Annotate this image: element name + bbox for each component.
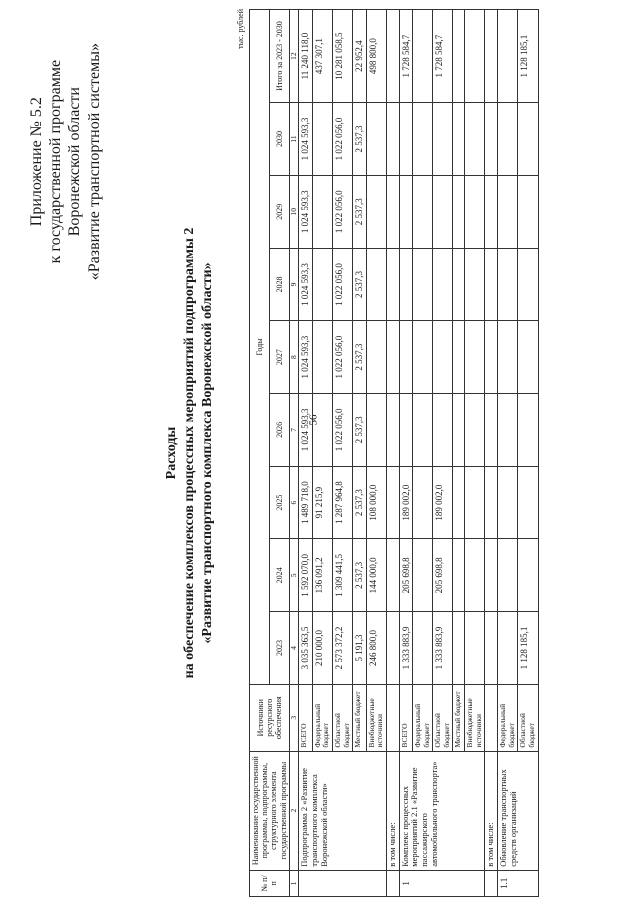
amount-cell: [498, 321, 518, 394]
amount-cell: 1 592 070,0: [299, 539, 312, 612]
column-index: 1: [289, 870, 299, 896]
amount-cell: 2 537,3: [353, 394, 366, 467]
table-row: [485, 10, 498, 897]
amount-cell: [312, 103, 332, 176]
amount-cell: 1 333 883,9: [399, 612, 412, 685]
amount-cell: [366, 103, 386, 176]
amount-cell: 5 191,3: [353, 612, 366, 685]
funding-source: Областной бюджет: [433, 684, 453, 751]
amount-cell: 1 024 593,3: [299, 248, 312, 321]
amount-cell: [453, 394, 465, 467]
amount-cell: [485, 103, 498, 176]
amount-cell: 108 000,0: [366, 466, 386, 539]
amount-cell: [498, 103, 518, 176]
amount-cell: 189 002,0: [399, 466, 412, 539]
amount-cell: 1 128 185,1: [518, 612, 538, 685]
amount-cell: 246 800,0: [366, 612, 386, 685]
amount-cell: [312, 394, 332, 467]
row-name: Обновление транспортных средств организаций: [498, 751, 539, 870]
appendix-line-2: к государственной программе: [47, 59, 65, 264]
amount-cell: [366, 394, 386, 467]
amount-cell: [465, 175, 485, 248]
amount-cell: 1 024 593,3: [299, 175, 312, 248]
amount-cell: 136 091,2: [312, 539, 332, 612]
amount-cell: 10 281 058,5: [332, 10, 352, 103]
amount-cell: [312, 248, 332, 321]
funding-source: Федеральный бюджет: [412, 684, 432, 751]
amount-cell: [518, 175, 538, 248]
amount-cell: 2 537,3: [353, 539, 366, 612]
amount-cell: 437 307,1: [312, 10, 332, 103]
amount-cell: 498 800,0: [366, 10, 386, 103]
appendix-line-3: Воронежской области: [66, 87, 84, 237]
header-year: 2027: [269, 321, 289, 394]
amount-cell: [412, 248, 432, 321]
amount-cell: [453, 248, 465, 321]
row-number: [299, 870, 386, 896]
landscape-page: [15, 3, 625, 903]
amount-cell: 1 728 584,7: [433, 10, 453, 103]
column-index: 5: [289, 539, 299, 612]
amount-cell: 1 024 593,3: [299, 321, 312, 394]
amount-cell: 1 022 056,0: [332, 321, 352, 394]
amount-cell: [386, 103, 399, 176]
amount-cell: [453, 321, 465, 394]
table-row: [399, 10, 412, 897]
table-row: [386, 10, 399, 897]
amount-cell: [518, 248, 538, 321]
table-row: [498, 10, 518, 897]
amount-cell: [433, 103, 453, 176]
amount-cell: [386, 10, 399, 103]
column-index: 12: [289, 10, 299, 103]
funding-source: Областной бюджет: [332, 684, 352, 751]
amount-cell: [465, 248, 485, 321]
header-year: 2028: [269, 248, 289, 321]
funding-source: [485, 684, 498, 751]
amount-cell: 1 022 056,0: [332, 248, 352, 321]
amount-cell: [485, 466, 498, 539]
appendix-line-4: «Развитие транспортной системы»: [85, 43, 103, 281]
amount-cell: 1 024 593,3: [299, 103, 312, 176]
amount-cell: 189 002,0: [433, 466, 453, 539]
amount-cell: [518, 466, 538, 539]
funding-source: Федеральный бюджет: [312, 684, 332, 751]
amount-cell: 11 240 118,0: [299, 10, 312, 103]
amount-cell: 1 022 056,0: [332, 103, 352, 176]
funding-source: Внебюджетные источники: [366, 684, 386, 751]
column-index: 11: [289, 103, 299, 176]
funding-source: Местный бюджет: [353, 684, 366, 751]
amount-cell: 1 022 056,0: [332, 394, 352, 467]
header-year: 2025: [269, 466, 289, 539]
amount-cell: 1 728 584,7: [399, 10, 412, 103]
amount-cell: 2 537,3: [353, 466, 366, 539]
amount-cell: 1 489 718,0: [299, 466, 312, 539]
column-index: 3: [289, 684, 299, 751]
header-year: 2023: [269, 612, 289, 685]
table-body: [299, 10, 538, 897]
amount-cell: [312, 175, 332, 248]
row-name: в том числе:: [485, 751, 498, 870]
amount-cell: [386, 394, 399, 467]
funding-source: Внебюджетные источники: [465, 684, 485, 751]
column-index: 7: [289, 394, 299, 467]
funding-source: Местный бюджет: [453, 684, 465, 751]
amount-cell: [465, 103, 485, 176]
amount-cell: [498, 394, 518, 467]
amount-cell: 1 287 964,8: [332, 466, 352, 539]
funding-source: ВСЕГО: [299, 684, 312, 751]
amount-cell: [485, 321, 498, 394]
amount-cell: [453, 175, 465, 248]
amount-cell: 2 537,3: [353, 248, 366, 321]
amount-cell: [399, 321, 412, 394]
amount-cell: 3 035 363,5: [299, 612, 312, 685]
amount-cell: [433, 394, 453, 467]
column-index: 9: [289, 248, 299, 321]
amount-cell: [453, 466, 465, 539]
amount-cell: [498, 175, 518, 248]
row-number: 1.1: [498, 870, 539, 896]
column-index: 8: [289, 321, 299, 394]
title-line-1: Расходы: [164, 426, 179, 480]
funding-source: ВСЕГО: [399, 684, 412, 751]
amount-cell: [399, 248, 412, 321]
title-line-3: «Развитие транспортного комплекса Воронежской области»: [200, 262, 216, 644]
amount-cell: [366, 321, 386, 394]
amount-cell: [399, 394, 412, 467]
header-year: 2029: [269, 175, 289, 248]
amount-cell: [498, 10, 518, 103]
amount-cell: [399, 175, 412, 248]
amount-cell: [386, 321, 399, 394]
header-name: Наименование государственной программы, подпрограммы, структурного элемента государственной программы: [250, 751, 290, 870]
amount-cell: [386, 539, 399, 612]
table-row: [299, 10, 312, 897]
unit-label: тыс. рублей: [236, 9, 245, 49]
amount-cell: 1 022 056,0: [332, 175, 352, 248]
header-year: 2026: [269, 394, 289, 467]
amount-cell: [412, 10, 432, 103]
document-title: [163, 3, 218, 903]
header-years-group: Годы: [250, 10, 270, 685]
amount-cell: [312, 321, 332, 394]
amount-cell: [485, 539, 498, 612]
amount-cell: [498, 466, 518, 539]
amount-cell: [386, 248, 399, 321]
header-year: 2024: [269, 539, 289, 612]
header-year: 2030: [269, 103, 289, 176]
amount-cell: [465, 466, 485, 539]
amount-cell: [386, 466, 399, 539]
amount-cell: [412, 175, 432, 248]
amount-cell: [412, 539, 432, 612]
amount-cell: [433, 248, 453, 321]
amount-cell: 205 698,8: [399, 539, 412, 612]
amount-cell: 144 000,0: [366, 539, 386, 612]
header-source: Источники ресурсного обеспечения: [250, 684, 290, 751]
amount-cell: 1 333 883,9: [433, 612, 453, 685]
header-num: № п/п: [250, 870, 290, 896]
amount-cell: 1 309 441,5: [332, 539, 352, 612]
amount-cell: [366, 175, 386, 248]
funding-source: Областной бюджет: [518, 684, 538, 751]
row-number: [485, 870, 498, 896]
page-number: 56: [307, 414, 320, 426]
header-total: Итого за 2023 - 2030: [269, 10, 289, 103]
amount-cell: [465, 612, 485, 685]
amount-cell: [433, 175, 453, 248]
row-name: Подпрограмма 2 «Развитие транспортного комплекса Воронежской области»: [299, 751, 386, 870]
amount-cell: [412, 466, 432, 539]
amount-cell: 2 537,3: [353, 103, 366, 176]
amount-cell: [518, 103, 538, 176]
amount-cell: [412, 612, 432, 685]
amount-cell: [453, 10, 465, 103]
row-name: в том числе:: [386, 751, 399, 870]
amount-cell: [412, 103, 432, 176]
amount-cell: [518, 539, 538, 612]
amount-cell: [465, 10, 485, 103]
appendix-line-1: Приложение № 5.2: [28, 97, 45, 227]
amount-cell: 2 537,3: [353, 175, 366, 248]
amount-cell: [386, 175, 399, 248]
column-index-row: [289, 10, 299, 897]
amount-cell: 1 128 185,1: [518, 10, 538, 103]
amount-cell: [412, 394, 432, 467]
amount-cell: 2 573 372,2: [332, 612, 352, 685]
appendix-note: [27, 43, 104, 280]
amount-cell: [465, 394, 485, 467]
amount-cell: [366, 248, 386, 321]
amount-cell: 22 952,4: [353, 10, 366, 103]
row-name: Комплекс процессных мероприятий 2.1 «Развитие пассажирского автомобильного транспорта»: [399, 751, 485, 870]
funding-source: [386, 684, 399, 751]
column-index: 4: [289, 612, 299, 685]
amount-cell: 1 024 593,3: [299, 394, 312, 467]
amount-cell: [412, 321, 432, 394]
title-line-2: на обеспечение комплексов процессных мероприятий подпрограммы 2: [182, 227, 198, 679]
amount-cell: 2 537,3: [353, 321, 366, 394]
amount-cell: 210 000,0: [312, 612, 332, 685]
amount-cell: [453, 539, 465, 612]
funding-source: Федеральный бюджет: [498, 684, 518, 751]
column-index: 2: [289, 751, 299, 870]
row-number: [386, 870, 399, 896]
amount-cell: [465, 321, 485, 394]
table-header: [250, 10, 299, 897]
amount-cell: [465, 539, 485, 612]
amount-cell: [399, 103, 412, 176]
amount-cell: [433, 321, 453, 394]
amount-cell: 91 215,9: [312, 466, 332, 539]
column-index: 6: [289, 466, 299, 539]
column-index: 10: [289, 175, 299, 248]
amount-cell: [498, 248, 518, 321]
amount-cell: [485, 10, 498, 103]
amount-cell: [485, 175, 498, 248]
amount-cell: [518, 394, 538, 467]
amount-cell: [518, 321, 538, 394]
amount-cell: [485, 394, 498, 467]
amount-cell: [453, 103, 465, 176]
amount-cell: 205 698,8: [433, 539, 453, 612]
amount-cell: [485, 612, 498, 685]
amount-cell: [453, 612, 465, 685]
expenses-table: [249, 9, 539, 897]
amount-cell: [498, 539, 518, 612]
amount-cell: [386, 612, 399, 685]
amount-cell: [485, 248, 498, 321]
amount-cell: [498, 612, 518, 685]
row-number: 1: [399, 870, 485, 896]
